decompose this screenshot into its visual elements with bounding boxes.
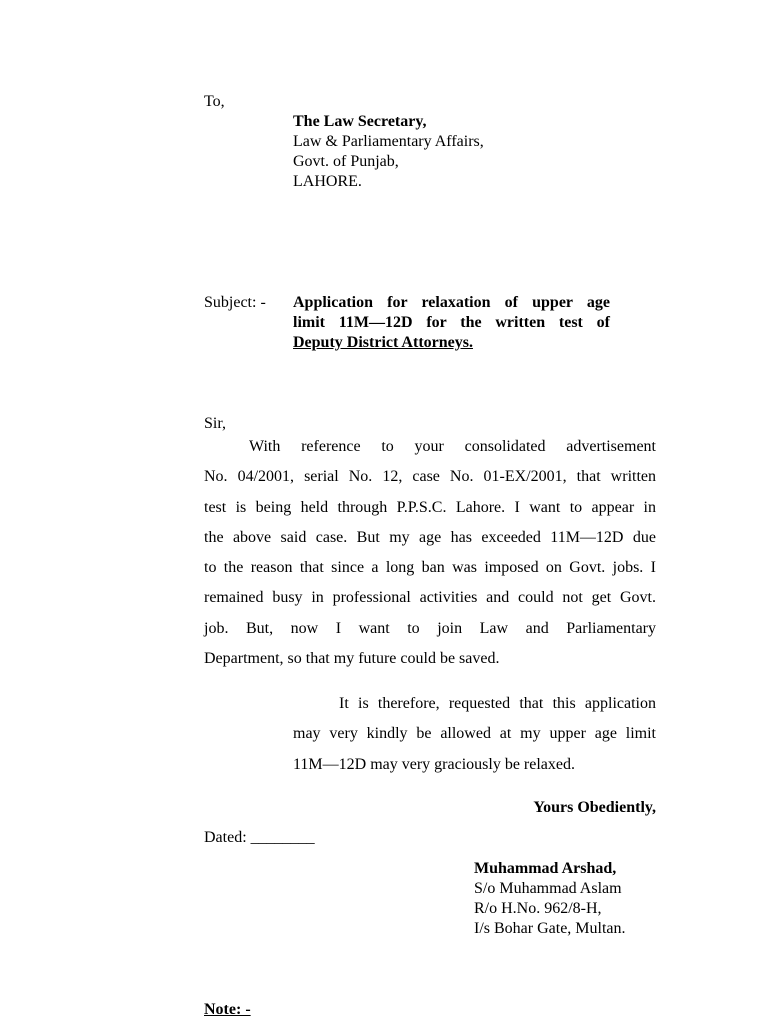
- body-paragraph: [204, 432, 656, 674]
- recipient-title: The Law Secretary,: [293, 113, 427, 130]
- signature-name: Muhammad Arshad,: [474, 860, 617, 877]
- body-line: With reference to your consolidated advertisement: [249, 438, 656, 455]
- body-line: job. But, now I want to join Law and Parliamentary: [204, 619, 656, 637]
- subject-label: Subject: -: [204, 294, 266, 311]
- body-line: Department, so that my future could be saved.: [204, 650, 500, 668]
- request-line: 11M—12D may very graciously be relaxed.: [293, 755, 575, 773]
- body-line: to the reason that since a long ban was imposed on Govt. jobs. I: [204, 559, 656, 577]
- subject-line: Application for relaxation of upper age: [293, 294, 610, 311]
- body-line: test is being held through P.P.S.C. Lahore. I want to appear in: [204, 498, 656, 516]
- recipient-line: Govt. of Punjab,: [293, 153, 399, 170]
- request-line: It is therefore, requested that this application: [339, 695, 656, 712]
- subject-text: [293, 293, 610, 353]
- recipient-line: LAHORE.: [293, 173, 362, 190]
- closing: Yours Obediently,: [533, 799, 656, 816]
- to-label: To,: [204, 93, 225, 110]
- salutation: Sir,: [204, 415, 227, 432]
- signature-line: I/s Bohar Gate, Multan.: [474, 920, 626, 937]
- subject-line: limit 11M—12D for the written test of: [293, 314, 610, 331]
- signature-block: [474, 859, 626, 939]
- dated-line: Dated: ________: [204, 829, 315, 846]
- body-line: No. 04/2001, serial No. 12, case No. 01-EX/2001, that written: [204, 468, 656, 486]
- request-line: may very kindly be allowed at my upper age limit: [293, 725, 656, 743]
- signature-line: R/o H.No. 962/8-H,: [474, 900, 602, 917]
- body-line: the above said case. But my age has exceeded 11M—12D due: [204, 528, 656, 546]
- subject-line-underlined: Deputy District Attorneys.: [293, 334, 473, 351]
- request-paragraph: [293, 689, 656, 780]
- body-line: remained busy in professional activities and could not get Govt.: [204, 589, 656, 607]
- recipient-line: Law & Parliamentary Affairs,: [293, 133, 484, 150]
- signature-line: S/o Muhammad Aslam: [474, 880, 622, 897]
- note-heading: Note: -: [204, 1001, 251, 1018]
- recipient-address: [293, 112, 484, 192]
